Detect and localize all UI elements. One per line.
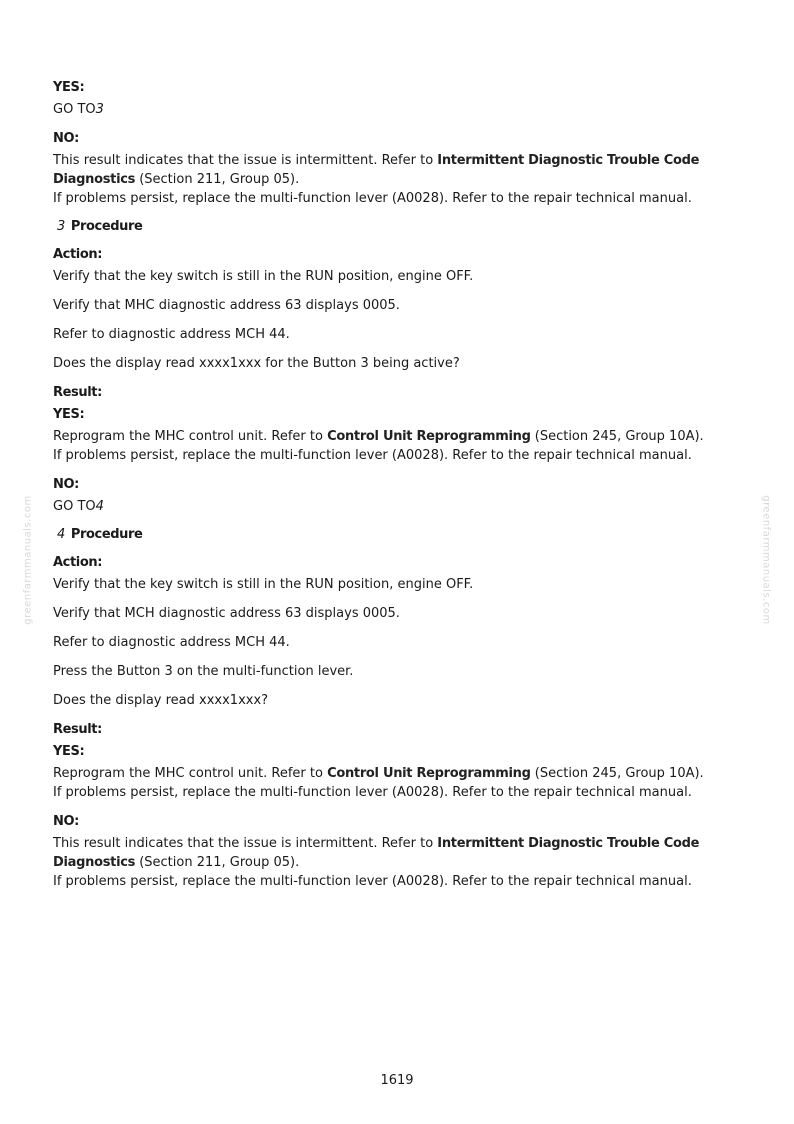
- goto-text: GO TO: [53, 499, 96, 514]
- intermittent-dtc-link[interactable]: Intermittent Diagnostic Trouble Code: [437, 836, 700, 851]
- goto-text: GO TO: [53, 102, 96, 117]
- goto-step-3[interactable]: [53, 100, 743, 119]
- diagnostics-link[interactable]: Diagnostics: [53, 855, 136, 870]
- action-label: Action:: [53, 555, 103, 570]
- control-unit-reprogramming-link[interactable]: Control Unit Reprogramming: [327, 429, 531, 444]
- action-item: Verify that the key switch is still in the RUN position, engine OFF.: [53, 269, 474, 284]
- action-item: Does the display read xxxx1xxx for the Button 3 being active?: [53, 356, 460, 371]
- procedure-title: Procedure: [70, 527, 143, 542]
- no-label: NO:: [53, 814, 79, 829]
- action-item: Verify that the key switch is still in the RUN position, engine OFF.: [53, 577, 474, 592]
- procedure-4-heading: [53, 525, 743, 544]
- procedure-3-heading: [53, 217, 743, 236]
- goto-number: 3: [95, 102, 104, 117]
- watermark-left: greenfarmmanuals.com: [22, 495, 34, 625]
- action-item: Press the Button 3 on the multi-function lever.: [53, 664, 354, 679]
- no-paragraph: This result indicates that the issue is intermittent. Refer to Intermittent Diagnostic Trouble Code Diagnostics (Section 211, Group 05). If problems persist, replace the multi-function lever (A0028). Refer to the repair technical manual.: [53, 836, 700, 889]
- watermark-right: greenfarmmanuals.com: [760, 495, 772, 625]
- yes-label: YES:: [53, 407, 85, 422]
- action-item: Verify that MCH diagnostic address 63 displays 0005.: [53, 606, 400, 621]
- intermittent-dtc-link[interactable]: Intermittent Diagnostic Trouble Code: [437, 153, 700, 168]
- procedure-number: 3: [57, 219, 65, 234]
- procedure-title: Procedure: [70, 219, 143, 234]
- action-label: Action:: [53, 247, 103, 262]
- result-label: Result:: [53, 722, 102, 737]
- action-item: Verify that MHC diagnostic address 63 displays 0005.: [53, 298, 400, 313]
- yes-paragraph: Reprogram the MHC control unit. Refer to Control Unit Reprogramming (Section 245, Group 10A). If problems persist, replace the multi-function lever (A0028). Refer to the repair technical manual.: [53, 766, 704, 800]
- no-label: NO:: [53, 477, 79, 492]
- yes-paragraph: Reprogram the MHC control unit. Refer to Control Unit Reprogramming (Section 245, Group 10A). If problems persist, replace the multi-function lever (A0028). Refer to the repair technical manual.: [53, 429, 704, 463]
- action-item: Does the display read xxxx1xxx?: [53, 693, 269, 708]
- document-body: [53, 78, 743, 891]
- procedure-number: 4: [57, 527, 65, 542]
- control-unit-reprogramming-link[interactable]: Control Unit Reprogramming: [327, 766, 531, 781]
- action-item: Refer to diagnostic address MCH 44.: [53, 635, 290, 650]
- page-number: 1619: [380, 1073, 414, 1088]
- goto-step-4[interactable]: [53, 497, 743, 516]
- action-item: Refer to diagnostic address MCH 44.: [53, 327, 290, 342]
- yes-label: YES:: [53, 744, 85, 759]
- diagnostics-link[interactable]: Diagnostics: [53, 172, 136, 187]
- yes-label: YES:: [53, 80, 85, 95]
- no-paragraph: This result indicates that the issue is intermittent. Refer to Intermittent Diagnostic Trouble Code Diagnostics (Section 211, Group 05). If problems persist, replace the multi-function lever (A0028). Refer to the repair technical manual.: [53, 153, 700, 206]
- goto-number: 4: [95, 499, 104, 514]
- no-label: NO:: [53, 131, 79, 146]
- result-label: Result:: [53, 385, 102, 400]
